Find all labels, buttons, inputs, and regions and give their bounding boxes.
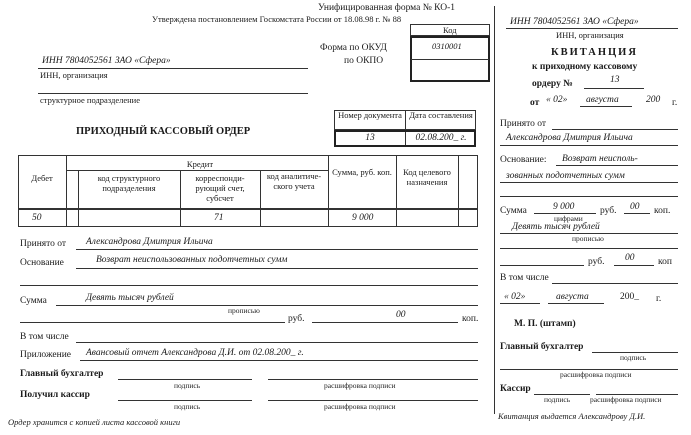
chief-accountant-label: Главный бухгалтер <box>20 369 104 379</box>
chief-sign-caption: подпись <box>174 381 201 390</box>
receipt-order-label: ордеру № <box>532 79 573 89</box>
row-corr-value: 71 <box>214 213 224 223</box>
receipt-chief-label: Главный бухгалтер <box>500 342 584 352</box>
doc-date-value: 02.08.200_ г. <box>415 133 467 143</box>
receipt-date-month: августа <box>586 95 619 105</box>
doc-title: ПРИХОДНЫЙ КАССОВЫЙ ОРДЕР <box>76 126 251 137</box>
okpo-label: по ОКПО <box>344 56 384 66</box>
receipt-basis-label: Основание: <box>500 155 547 165</box>
dept-caption: структурное подразделение <box>40 95 140 105</box>
cashier-sign-caption: подпись <box>174 402 201 411</box>
receipt-cashier-sign-caption: подпись <box>544 395 571 404</box>
receipt-incl-label: В том числе <box>500 273 549 283</box>
receipt-date-from: от <box>530 98 540 108</box>
code-header: Код <box>443 25 457 35</box>
row-debit-value: 50 <box>32 213 42 223</box>
receipt-sum-label: Сумма <box>500 206 527 216</box>
receipt-date-year: 200 <box>646 95 661 105</box>
receipt-rub2-label: руб. <box>588 257 605 267</box>
sum-words-caption: прописью <box>228 306 260 315</box>
receipt-cashier-label: Кассир <box>500 384 531 394</box>
receipt-date-suffix: г. <box>672 98 678 108</box>
sum-words-value: Девять тысяч рублей <box>86 293 174 303</box>
chief-decode-caption: расшифровка подписи <box>324 381 396 390</box>
receipt-date-day: « 02» <box>546 95 568 105</box>
receipt-kop2-value: 00 <box>625 253 635 263</box>
col-credit: Кредит <box>186 159 214 169</box>
org-inn-caption: ИНН, организация <box>40 70 108 80</box>
receipt-kop-digits: 00 <box>630 202 640 212</box>
kop-label: коп. <box>462 314 479 324</box>
kop-value: 00 <box>396 310 406 320</box>
okud-code: 0310001 <box>432 41 462 51</box>
received-from-label: Принято от <box>20 239 67 249</box>
receipt-kop-label: коп. <box>654 206 671 216</box>
doc-date-header: Дата составления <box>409 110 473 120</box>
receipt-title: КВИТАНЦИЯ <box>551 47 638 58</box>
rub-label: руб. <box>288 314 305 324</box>
receipt-words-caption: прописью <box>572 234 604 243</box>
doc-num-header: Номер документа <box>338 110 402 120</box>
receipt-inn-value: ИНН 7804052561 ЗАО «Сфера» <box>510 17 639 27</box>
receipt-date2-year: 200_ <box>620 292 639 302</box>
receipt-cashier-decode-caption: расшифровка подписи <box>590 395 662 404</box>
receipt-basis-value-1: Возврат неисполь- <box>562 154 638 164</box>
sum-label: Сумма <box>20 296 47 306</box>
receipt-date2-suffix: г. <box>656 294 662 304</box>
col-struct-code: код структурного подразделения <box>97 173 161 193</box>
col-corr-account: корреспонди- рующий счет, субсчет <box>195 173 245 203</box>
form-number-line: Унифицированная форма № КО-1 <box>318 3 456 13</box>
cashier-decode-caption: расшифровка подписи <box>324 402 396 411</box>
receipt-kop2-label: коп <box>658 257 672 267</box>
org-inn-value: ИНН 7804052561 ЗАО «Сфера» <box>42 56 171 66</box>
receipt-inn-caption: ИНН, организация <box>556 30 624 40</box>
col-sum: Сумма, руб. коп. <box>332 167 392 177</box>
tear-line <box>494 6 495 414</box>
attachment-label: Приложение <box>20 350 71 360</box>
row-sum-value: 9 000 <box>352 213 374 223</box>
receipt-rub-label: руб. <box>600 206 617 216</box>
incl-label: В том числе <box>20 332 69 342</box>
footer-right-note: Квитанция выдается Александрову Д.И. <box>498 411 646 421</box>
col-debit: Дебет <box>31 173 53 183</box>
doc-num-value: 13 <box>365 133 375 143</box>
receipt-sum-words: Девять тысяч рублей <box>512 222 600 232</box>
receipt-received-label: Принято от <box>500 119 547 129</box>
footer-left-note: Ордер хранится с копией листа кассовой книги <box>8 417 181 427</box>
receipt-received-value: Александрова Дмитрия Ильича <box>506 133 633 143</box>
col-analytic-code: код аналитиче- ского учета <box>266 171 322 191</box>
approval-line: Утверждена постановлением Госкомстата России от 18.08.98 г. № 88 <box>152 14 402 24</box>
cashier-label: Получил кассир <box>20 390 90 400</box>
basis-value: Возврат неиспользованных подотчетных сумм <box>96 255 288 265</box>
received-from-value: Александрова Дмитрия Ильича <box>86 237 213 247</box>
receipt-subtitle: к приходному кассовому <box>532 62 638 72</box>
basis-label: Основание <box>20 258 64 268</box>
receipt-chief-decode-caption: расшифровка подписи <box>560 370 632 379</box>
col-purpose-code: Код целевого назначения <box>403 167 451 187</box>
okud-label: Форма по ОКУД <box>320 43 387 53</box>
receipt-stamp: М. П. (штамп) <box>514 319 576 329</box>
attachment-value: Авансовый отчет Александрова Д.И. от 02.08.200_ г. <box>86 348 304 358</box>
receipt-sum-digits: 9 000 <box>553 202 575 212</box>
receipt-basis-value-2: зованных подотчетных сумм <box>506 171 625 181</box>
receipt-chief-sign-caption: подпись <box>620 353 647 362</box>
receipt-date2-month: августа <box>556 292 589 302</box>
receipt-digits-caption: цифрами <box>554 214 583 223</box>
receipt-date2-day: « 02» <box>504 292 526 302</box>
receipt-order-number: 13 <box>610 75 620 85</box>
